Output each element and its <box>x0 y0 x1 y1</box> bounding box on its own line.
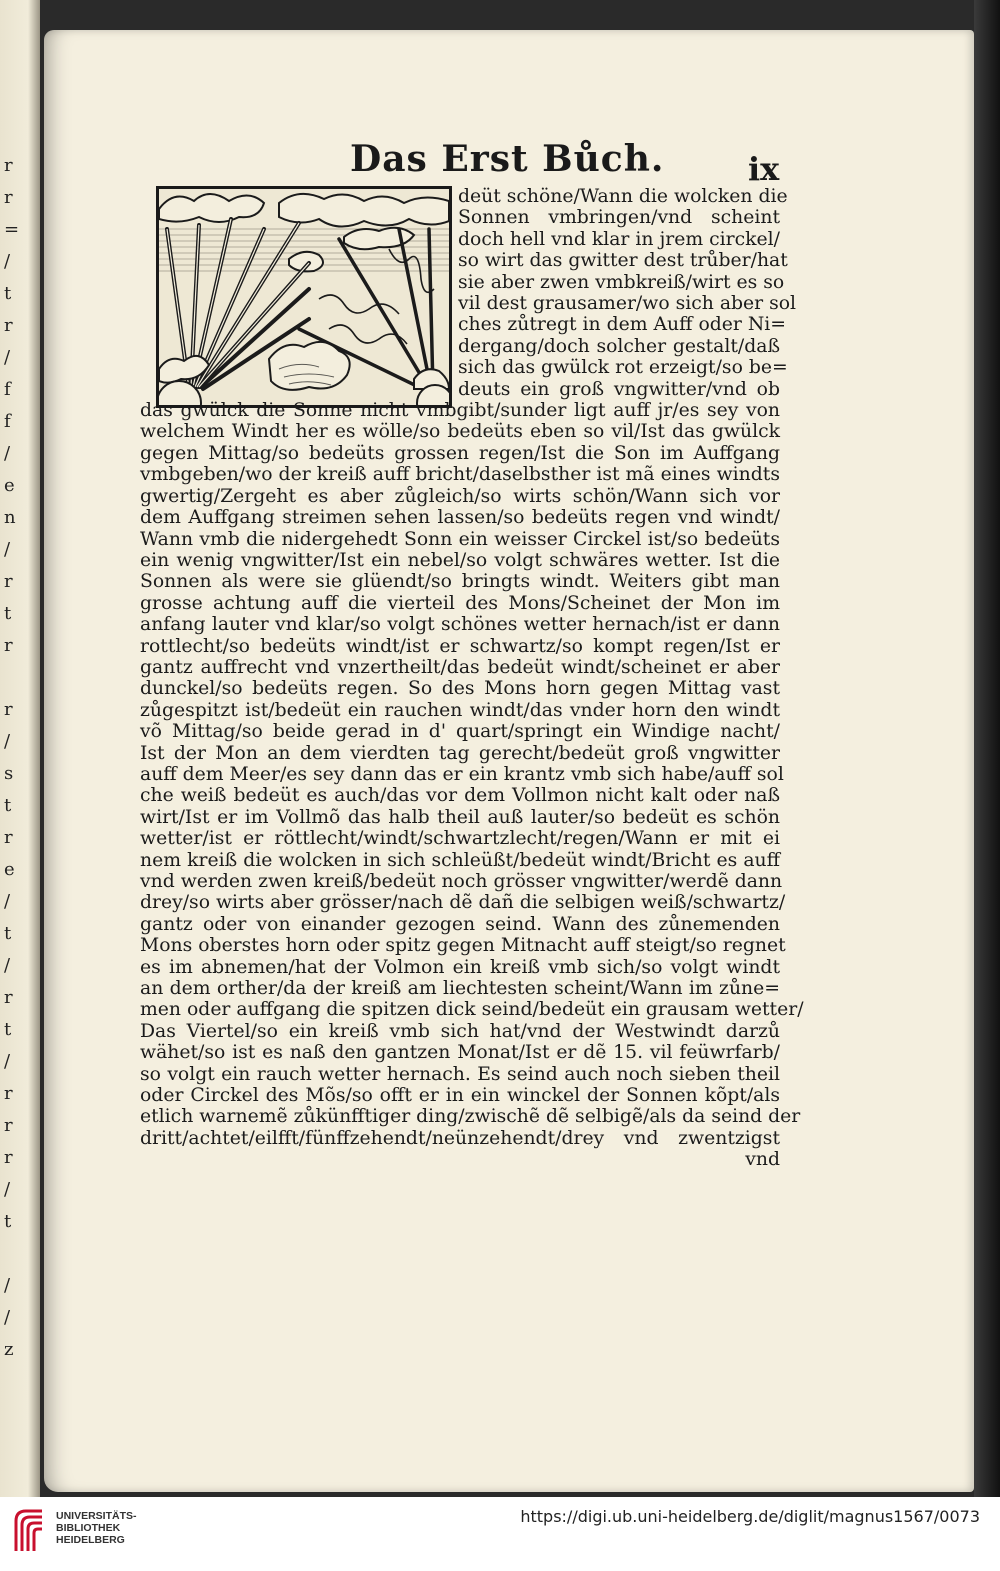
text-line: Sonnen vmbringen/vnd scheint <box>458 207 780 229</box>
text-line: zůgespitzt ist/bedeüt ein rauchen windt/das vnder horn den windt <box>140 699 780 721</box>
text-line: sie aber zwen vmbkreiß/wirt es so <box>458 271 785 293</box>
institution-line: BIBLIOTHEK <box>56 1522 121 1534</box>
text-line: vmbgeben/wo der kreiß auff bricht/daselbsther ist mã eines windts <box>140 464 780 486</box>
permalink-url[interactable]: https://digi.ub.uni-heidelberg.de/diglit/magnus1567/0073 <box>520 1507 980 1526</box>
text-line: deüt schöne/Wann die wolcken die <box>458 186 788 207</box>
text-line: dunckel/so bedeüts regen. So des Mons horn gegen Mittag vast <box>140 678 780 700</box>
text-line: drey/so wirts aber grösser/nach dẽ dañ die selbigen weiß/schwartz/ <box>140 892 786 914</box>
page-edge-shadow <box>974 0 1000 1497</box>
viewer-footer <box>0 1497 1000 1571</box>
text-line: so volgt ein rauch wetter hernach. Es seind auch noch sieben theil <box>140 1063 780 1085</box>
text-line: deuts ein groß vngwitter/vnd ob <box>458 378 780 400</box>
text-line: gwertig/Zergeht es aber zůgleich/so wirts schön/Wann sich vor <box>140 485 780 507</box>
text-line: etlich warnemẽ zůkünfftiger ding/zwischẽ dẽ selbigẽ/als da seind der <box>140 1106 801 1128</box>
text-line: gegen Mittag/so bedeüts grossen regen/Ist die Son im Auffgang <box>140 442 780 464</box>
body-text <box>140 186 804 1171</box>
text-line: welchem Windt her es wölle/so bedeüts eben so vil/Ist das gwülck <box>140 421 780 443</box>
text-line: grosse achtung auff die vierteil des Mons/Scheinet der Mon im <box>140 592 780 614</box>
text-line: doch hell vnd klar in jrem circkel/ <box>458 228 780 250</box>
text-line: Wann vmb die nidergehedt Sonn ein weisser Circkel ist/so bedeüts <box>140 528 780 550</box>
text-line: ein wenig vngwitter/Ist ein nebel/so volgt schwäres wetter. Ist die <box>140 549 780 571</box>
institution-line: UNIVERSITÄTS- <box>56 1510 137 1522</box>
text-line: oder Circkel des Mõs/so offt er in ein winckel der Sonnen kõpt/als <box>140 1085 780 1107</box>
text-line: das gwülck die Sonne nicht vmbgibt/sunder ligt auff jr/es sey von <box>140 400 780 422</box>
text-line: Ist der Mon an dem vierdten tag gerecht/bedeüt groß vngwitter <box>140 742 780 764</box>
text-line: wähet/so ist es naß den gantzen Monat/Ist er dẽ 15. vil feüwrfarb/ <box>140 1042 780 1064</box>
text-line: vnd werden zwen kreiß/bedeüt noch grösser vngwitter/werdẽ dann <box>140 871 783 892</box>
text-line: auff dem Meer/es sey dann das er ein krantz vmb sich habe/auff sol <box>140 763 784 785</box>
text-line: men oder auffgang die spitzen dick seind/bedeüt ein grausam wetter/ <box>140 999 804 1021</box>
facing-page-characters: r r = / t r / f f / e n / r t r r / s t r e / t / r t / r r r / t / / z <box>4 155 20 1360</box>
text-line: gantz auffrecht vnd vnzertheilt/das bedeüt windt/scheinet er aber <box>140 656 780 678</box>
text-line: an dem orther/da der kreiß am liechtesten scheint/Wann im zůne= <box>140 978 780 1000</box>
text-line: nem kreiß die wolcken in sich schleüßt/bedeüt windt/Bricht es auff <box>140 849 780 871</box>
text-line: võ Mittag/so beide gerad in d' quart/springt ein Windige nacht/ <box>140 721 780 743</box>
text-line: dergang/doch solcher gestalt/daß <box>458 335 780 357</box>
text-line: ches zůtregt in dem Auff oder Ni= <box>458 314 787 336</box>
folio-number: ix <box>748 150 780 188</box>
text-line: Das Viertel/so ein kreiß vmb sich hat/vnd der Westwindt darzů <box>140 1020 780 1042</box>
university-library-logo-icon <box>12 1507 46 1553</box>
text-line: Mons oberstes horn oder spitz gegen Mitnacht auff steigt/so regnet <box>140 935 786 957</box>
text-line: sich das gwülck rot erzeigt/so be= <box>458 357 788 379</box>
text-line: dem Auffgang streimen sehen lassen/so bedeüts regen vnd windt/ <box>140 507 780 529</box>
text-line: wetter/ist er röttlecht/windt/schwartzlecht/regen/Wann er mit ei <box>140 828 780 850</box>
text-line: es im abnemen/hat der Volmon ein kreiß vmb sich/so volgt windt <box>140 956 780 978</box>
text-line: Sonnen als were sie glüendt/so bringts windt. Weiters gibt man <box>140 571 780 593</box>
institution-line: HEIDELBERG <box>56 1534 125 1546</box>
text-line: dritt/achtet/eilfft/fünffzehendt/neünzehendt/drey vnd zwentzigst <box>140 1127 780 1149</box>
institution-name <box>56 1510 176 1546</box>
text-line: vil dest grausamer/wo sich aber sol <box>458 293 797 315</box>
text-line: wirt/Ist er im Vollmõ das halb theil auß lauter/so bedeüt es schön <box>140 806 780 828</box>
text-line: vnd <box>745 1149 780 1171</box>
text-line: gantz oder von einander gezogen seind. Wann des zůnemenden <box>140 913 780 935</box>
text-line: anfang lauter vnd klar/so volgt schönes wetter hernach/ist er dann <box>140 614 780 636</box>
text-line: so wirt das gwitter dest trůber/hat <box>458 250 788 272</box>
text-line: rottlecht/so bedeüts windt/ist er schwartz/so kompt regen/Ist er <box>140 635 780 657</box>
text-line: che weiß bedeüt es auch/das vor dem Vollmon nicht kalt oder naß <box>140 785 780 807</box>
facing-page-edge <box>0 0 40 1497</box>
page-heading: Das Erst Bůch. <box>350 138 665 180</box>
